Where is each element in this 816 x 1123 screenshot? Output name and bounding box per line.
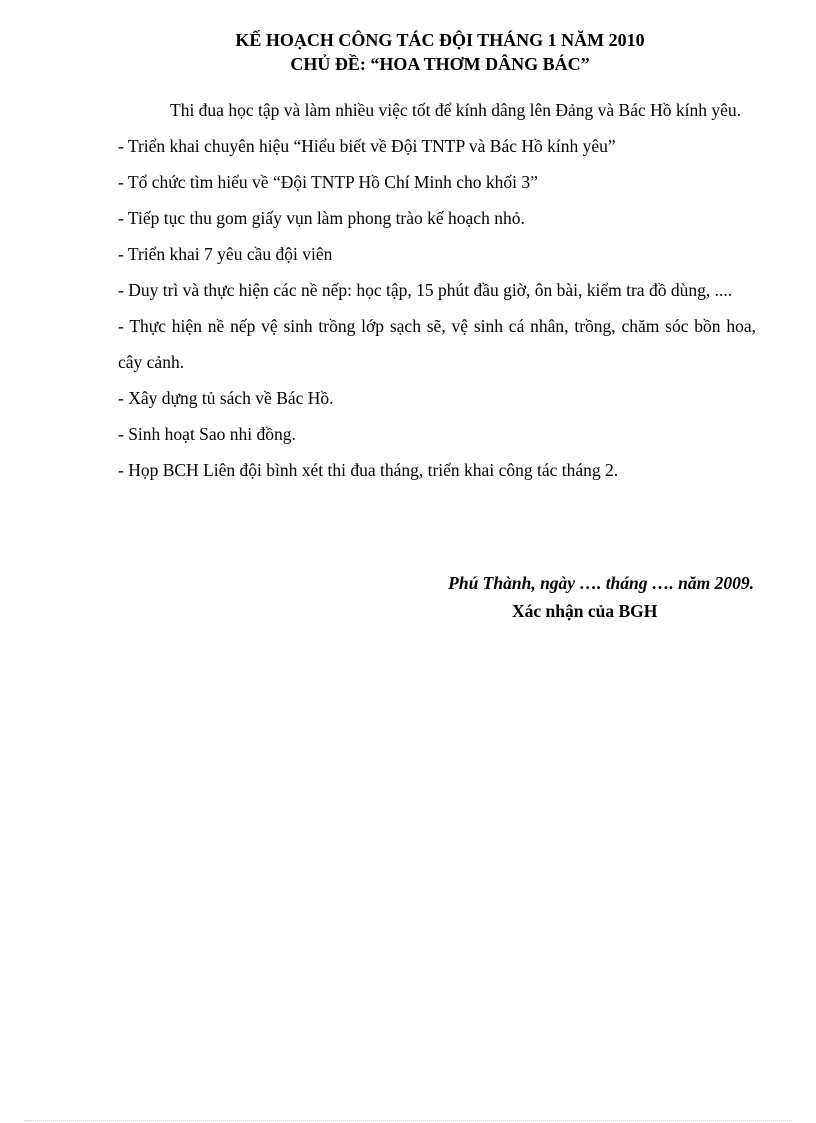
page-bottom-divider bbox=[24, 1120, 792, 1121]
intro-paragraph: Thi đua học tập và làm nhiều việc tốt để kính dâng lên Đảng và Bác Hồ kính yêu. bbox=[170, 100, 742, 120]
list-item: - Thực hiện nề nếp vệ sinh trồng lớp sạch sẽ, vệ sinh cá nhân, trồng, chăm sóc bồn hoa, cây cảnh. bbox=[118, 316, 756, 372]
document-subtitle: CHỦ ĐỀ: “HOA THƠM DÂNG BÁC” bbox=[290, 54, 590, 74]
list-item: - Duy trì và thực hiện các nề nếp: học tập, 15 phút đầu giờ, ôn bài, kiểm tra đồ dùng, .... bbox=[118, 280, 733, 300]
list-item: - Họp BCH Liên đội bình xét thi đua tháng, triển khai công tác tháng 2. bbox=[118, 460, 619, 480]
signature-confirm: Xác nhận của BGH bbox=[512, 601, 658, 621]
list-item: - Tổ chức tìm hiểu về “Đội TNTP Hồ Chí Minh cho khối 3” bbox=[118, 172, 538, 192]
document-body bbox=[118, 92, 756, 488]
list-item: - Sinh hoạt Sao nhi đồng. bbox=[118, 424, 296, 444]
list-item: - Triển khai 7 yêu cầu đội viên bbox=[118, 244, 333, 264]
list-item: - Triển khai chuyên hiệu “Hiểu biết về Đội TNTP và Bác Hồ kính yêu” bbox=[118, 136, 616, 156]
signature-place-date: Phú Thành, ngày …. tháng …. năm 2009. bbox=[448, 573, 754, 593]
list-item: - Xây dựng tủ sách về Bác Hồ. bbox=[118, 388, 334, 408]
document-title: KẾ HOẠCH CÔNG TÁC ĐỘI THÁNG 1 NĂM 2010 bbox=[235, 30, 645, 50]
list-item: - Tiếp tục thu gom giấy vụn làm phong trào kế hoạch nhỏ. bbox=[118, 208, 525, 228]
